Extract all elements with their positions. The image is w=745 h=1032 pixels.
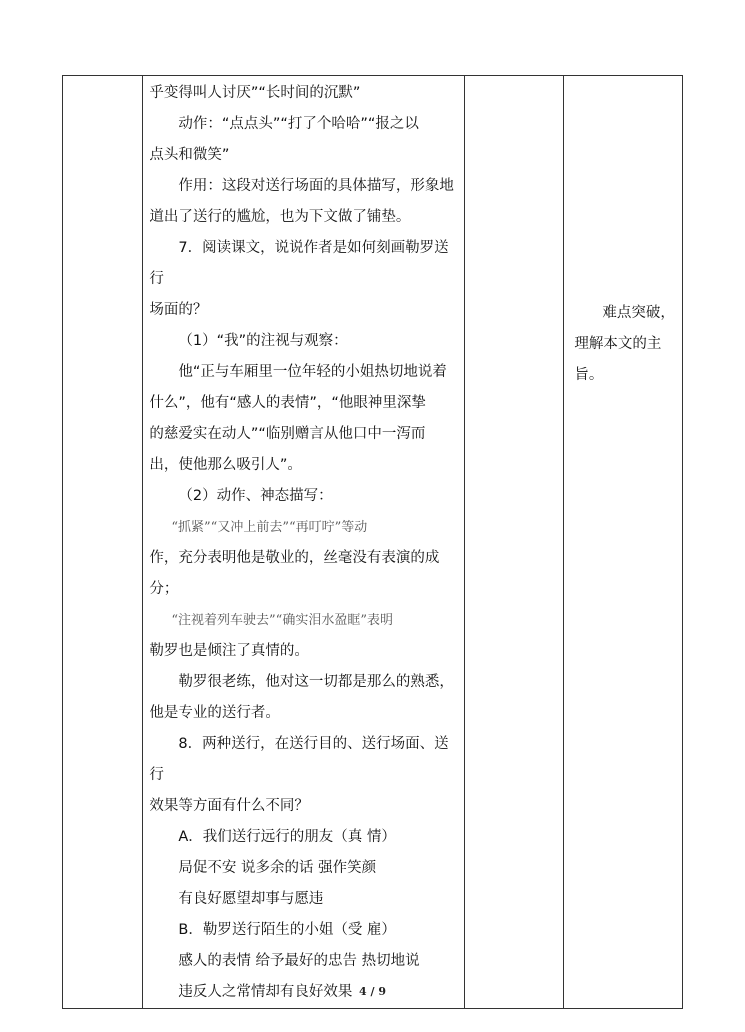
text-line: 有良好愿望却事与愿违: [178, 891, 324, 907]
text-line: 出，使他那么吸引人”。: [149, 457, 302, 473]
empty-activity-cell: [464, 76, 563, 1009]
page-number: 4 / 9: [359, 985, 386, 998]
text-line: 作用：这段对送行场面的具体描写，形象地: [178, 178, 454, 194]
text-line: 动作：“点点头”“打了个哈哈”“报之以: [178, 116, 419, 132]
note-line: 旨。: [574, 367, 604, 383]
text-line: （1）“我”的注视与观察：: [178, 333, 348, 349]
lesson-content: [143, 76, 464, 1008]
text-line: 乎变得叫人讨厌”“长时间的沉默”: [149, 85, 361, 101]
text-line: “抓紧”“又冲上前去”“再叮咛”等动: [171, 520, 368, 535]
note-cell: [564, 76, 683, 1009]
text-line: “注视着列车驶去”“确实泪水盈眶”表明: [171, 613, 393, 628]
text-line: 作，充分表明他是敬业的，丝毫没有表演的成: [149, 550, 440, 566]
note-line: 难点突破，: [602, 305, 675, 321]
text-line: 勒罗很老练，他对这一切都是那么的熟悉，: [178, 674, 454, 690]
text-line: B．勒罗送行陌生的小姐（受 雇）: [178, 922, 396, 938]
table-row: [63, 76, 683, 1009]
lesson-table: [62, 75, 683, 1009]
text-line: 的慈爱实在动人”“临别赠言从他口中一泻而: [149, 426, 426, 442]
text-line: 什么”，他有“感人的表情”，“他眼神里深挚: [149, 395, 426, 411]
empty-left-cell: [63, 76, 143, 1009]
side-note: [564, 76, 682, 391]
text-line: 8．两种送行，在送行目的、送行场面、送行: [149, 736, 449, 783]
text-line: 点头和微笑”: [149, 147, 230, 163]
content-cell: [143, 76, 465, 1009]
text-line: 场面的？: [149, 302, 208, 318]
text-line: 违反人之常情却有良好效果: [178, 984, 353, 1000]
text-line: 分；: [149, 581, 179, 597]
note-line: 理解本文的主: [574, 336, 662, 352]
text-line: 他是专业的送行者。: [149, 705, 280, 721]
text-line: 道出了送行的尴尬，也为下文做了铺垫。: [149, 209, 411, 225]
text-line: （2）动作、神态描写：: [178, 488, 333, 504]
text-line: 他“正与车厢里一位年轻的小姐热切地说着: [178, 364, 447, 380]
text-line: A．我们送行远行的朋友（真 情）: [178, 829, 396, 845]
text-line: 感人的表情 给予最好的忠告 热切地说: [178, 953, 420, 969]
text-line: 局促不安 说多余的话 强作笑颜: [178, 860, 377, 876]
text-line: 7．阅读课文，说说作者是如何刻画勒罗送行: [149, 240, 449, 287]
text-line: 勒罗也是倾注了真情的。: [149, 643, 309, 659]
text-line: 效果等方面有什么不同？: [149, 798, 309, 814]
